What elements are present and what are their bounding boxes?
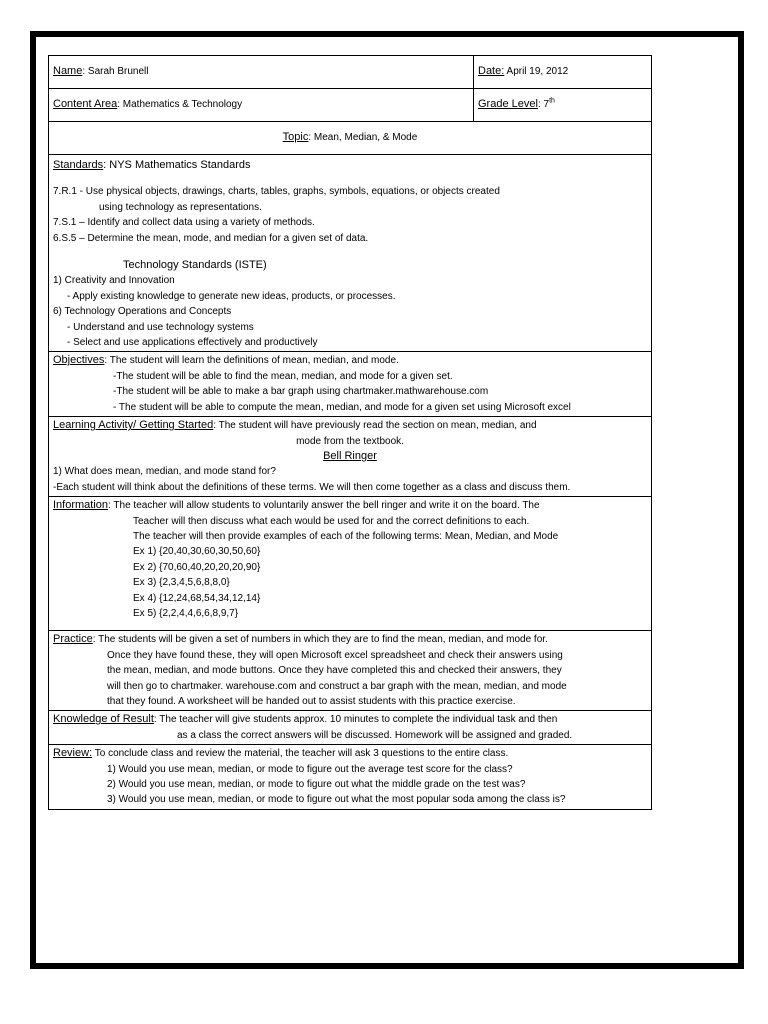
learning-row [49,417,652,497]
topic-label: Topic [282,130,309,143]
example-line: Ex 4) {12,24,68,54,34,12,14} [133,592,261,604]
topic-row [49,122,652,155]
information-label: Information [53,499,109,512]
grade-cell [474,89,652,122]
review-label: Review: [53,747,93,760]
name-label: Name [53,64,83,77]
objective-line: -The student will be able to make a bar graph using chartmaker.mathwarehouse.com [113,386,489,398]
tech-item: - Understand and use technology systems [67,321,254,333]
practice-line: Once they have found these, they will open Microsoft excel spreadsheet and check their answers using [107,649,563,661]
content-cell [49,89,474,122]
standards-cell [49,155,652,352]
objective-line: - The student will be able to compute the mean, median, and mode for a given set using Microsoft excel [113,401,571,413]
tech-standards-heading: Technology Standards (ISTE) [123,259,267,272]
bell-ringer-line: 1) What does mean, median, and mode stand for? [53,466,276,478]
objectives-cell [49,352,652,417]
content-label: Content Area [53,97,118,110]
name-date-row [49,56,652,89]
name-value: : Sarah Brunell [82,65,149,77]
review-cell [49,745,652,810]
information-line: : The teacher will allow students to voluntarily answer the bell ringer and write it on the board. The [108,500,540,512]
grade-value: : 7 [537,98,550,110]
lesson-plan-table [48,55,652,810]
information-row [49,497,652,631]
tech-item: - Select and use applications effectively and productively [67,337,318,349]
example-line: Ex 2) {70,60,40,20,20,20,90} [133,561,261,573]
standards-value: : NYS Mathematics Standards [103,159,251,171]
information-line: The teacher will then provide examples of each of the following terms: Mean, Median, and Mode [133,530,559,542]
standards-row [49,155,652,352]
example-line: Ex 1) {20,40,30,60,30,50,60} [133,546,261,558]
example-line: Ex 5) {2,2,4,4,6,6,8,9,7} [133,607,239,619]
review-question: 3) Would you use mean, median, or mode to figure out what the most popular soda among the class is? [107,794,566,806]
knowledge-line: as a class the correct answers will be discussed. Homework will be assigned and graded. [177,729,573,741]
practice-cell [49,631,652,711]
tech-item: - Apply existing knowledge to generate new ideas, products, or processes. [67,290,396,302]
date-cell [474,56,652,89]
example-line: Ex 3) {2,3,4,5,6,8,8,0} [133,577,230,589]
standards-label: Standards [53,159,104,171]
objective-line: -The student will be able to find the mean, median, and mode for a given set. [113,370,453,382]
content-value: : Mathematics & Technology [117,98,243,110]
practice-line: the mean, median, and mode buttons. Once they have completed this and checked their answers, they [107,665,562,677]
practice-label: Practice [53,633,93,646]
review-line: To conclude class and review the material, the teacher will ask 3 questions to the entire class. [92,748,509,760]
practice-row [49,631,652,711]
learning-line: : The student will have previously read the section on mean, median, and [213,420,537,432]
grade-superscript: th [549,97,555,105]
topic-value: : Mean, Median, & Mode [308,131,418,143]
tech-item: 6) Technology Operations and Concepts [53,306,232,318]
content-grade-row [49,89,652,122]
knowledge-cell [49,711,652,745]
learning-label: Learning Activity/ Getting Started [53,419,214,432]
objectives-label: Objectives [53,354,105,367]
objectives-row [49,352,652,417]
review-question: 2) Would you use mean, median, or mode to figure out what the middle grade on the test was? [107,779,526,791]
practice-line: will then go to chartmaker. warehouse.com and construct a bar graph with the mean, median, and mode [107,680,567,692]
practice-line: : The students will be given a set of numbers in which they are to find the mean, median, and mode for. [92,634,548,646]
date-label: Date: [478,64,505,77]
information-cell [49,497,652,631]
tech-item: 1) Creativity and Innovation [53,275,175,287]
review-question: 1) Would you use mean, median, or mode to figure out the average test score for the class? [107,763,513,775]
learning-line: mode from the textbook. [296,435,404,447]
objective-line: : The student will learn the definitions of mean, median, and mode. [104,355,399,367]
knowledge-line: : The teacher will give students approx. 10 minutes to complete the individual task and then [153,714,558,726]
standard-item: using technology as representations. [99,201,262,213]
knowledge-row [49,711,652,745]
topic-cell [49,122,652,155]
learning-cell [49,417,652,497]
information-line: Teacher will then discuss what each would be used for and the correct definitions to each. [133,515,530,527]
standard-item: 7.R.1 - Use physical objects, drawings, charts, tables, graphs, symbols, equations, or objects created [53,186,500,198]
date-value: April 19, 2012 [504,65,569,77]
grade-label: Grade Level [478,97,538,110]
standard-item: 7.S.1 – Identify and collect data using a variety of methods. [53,217,315,229]
name-cell [49,56,474,89]
knowledge-label: Knowledge of Result [53,713,154,726]
practice-line: that they found. A worksheet will be handed out to assist students with this practice exercise. [107,696,516,707]
bell-ringer-heading: Bell Ringer [323,449,377,462]
standard-item: 6.S.5 – Determine the mean, mode, and median for a given set of data. [53,232,369,244]
bell-ringer-line: -Each student will think about the definitions of these terms. We will then come together as a class and discuss them. [53,481,571,493]
review-row [49,745,652,810]
